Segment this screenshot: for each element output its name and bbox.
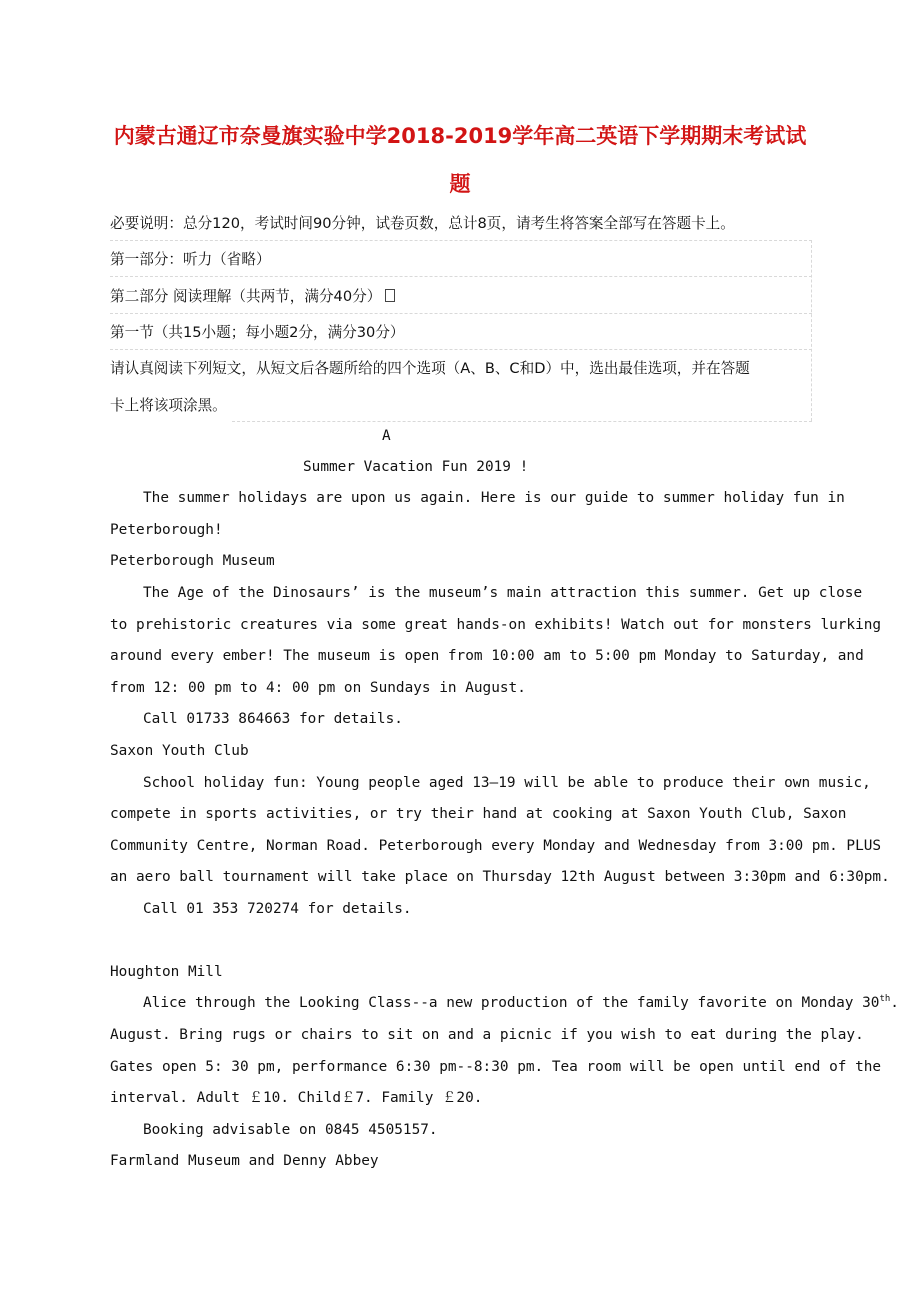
- passage-label: A: [382, 428, 391, 444]
- section-1-heading: 第一节（共15小题；每小题2分，满分30分）: [110, 324, 405, 341]
- houghton-heading: Houghton Mill: [110, 964, 223, 980]
- intro-line-1: The summer holidays are upon us again. Here is our guide to summer holiday fun in: [143, 490, 845, 506]
- part-2-heading: [110, 287, 812, 307]
- directions-line-2: 卡上将该项涂黑。: [110, 397, 227, 414]
- saxon-call: Call 01 353 720274 for details.: [143, 901, 412, 917]
- dashed-rule: [110, 313, 812, 314]
- museum-call: Call 01733 864663 for details.: [143, 711, 403, 727]
- houghton-line-2: August. Bring rugs or chairs to sit on and a picnic if you wish to eat during the play.: [110, 1027, 864, 1043]
- passage-title: Summer Vacation Fun 2019 !: [303, 459, 529, 475]
- intro-line-2: Peterborough!: [110, 522, 223, 538]
- saxon-heading: Saxon Youth Club: [110, 743, 249, 759]
- museum-line-1: The Age of the Dinosaurs’ is the museum’s main attraction this summer. Get up close: [143, 585, 863, 601]
- houghton-booking: Booking advisable on 0845 4505157.: [143, 1122, 438, 1138]
- placeholder-box-icon: [385, 289, 395, 302]
- ordinal-suffix: th: [879, 994, 891, 1005]
- dashed-rule: [110, 240, 812, 241]
- directions-line-1: 请认真阅读下列短文，从短文后各题所给的四个选项（A、B、C和D）中，选出最佳选项，并在答题: [110, 360, 750, 377]
- saxon-line-2: compete in sports activities, or try their hand at cooking at Saxon Youth Club, Saxon: [110, 806, 847, 822]
- exam-note: 必要说明：总分120，考试时间90分钟，试卷页数，总计8页，请考生将答案全部写在答题卡上。: [110, 215, 735, 232]
- saxon-line-3: Community Centre, Norman Road. Peterborough every Monday and Wednesday from 3:00 pm. PLUS: [110, 838, 882, 854]
- museum-line-4: from 12: 00 pm to 4: 00 pm on Sundays in August.: [110, 680, 526, 696]
- exam-title-line-1: 内蒙古通辽市奈曼旗实验中学2018-2019学年高二英语下学期期末考试试: [113, 124, 807, 148]
- farmland-heading: Farmland Museum and Denny Abbey: [110, 1153, 379, 1169]
- houghton-line-1: [110, 993, 899, 1013]
- houghton-line-4: interval. Adult ￡10. Child￡7. Family ￡20.: [110, 1090, 483, 1106]
- saxon-line-1: School holiday fun: Young people aged 13—19 will be able to produce their own music,: [143, 775, 871, 791]
- houghton-line-1-text: Alice through the Looking Class--a new production of the family favorite on Monday 30: [143, 995, 880, 1011]
- museum-heading: Peterborough Museum: [110, 553, 275, 569]
- part-1-heading: 第一部分：听力（省略）: [110, 251, 271, 268]
- houghton-line-1-end: .: [890, 995, 899, 1011]
- museum-line-3: around every ember! The museum is open from 10:00 am to 5:00 pm Monday to Saturday, and: [110, 648, 864, 664]
- dashed-rule: [110, 349, 812, 350]
- dashed-rule: [110, 276, 812, 277]
- houghton-line-3: Gates open 5: 30 pm, performance 6:30 pm--8:30 pm. Tea room will be open until end of the: [110, 1059, 882, 1075]
- dashed-rule: [232, 421, 812, 422]
- part-2-text: 第二部分 阅读理解（共两节，满分40分）: [110, 288, 382, 305]
- exam-title-line-2: 题: [449, 172, 471, 196]
- museum-line-2: to prehistoric creatures via some great hands-on exhibits! Watch out for monsters lurking: [110, 617, 882, 633]
- saxon-line-4: an aero ball tournament will take place on Thursday 12th August between 3:30pm and 6:30pm.: [110, 869, 890, 885]
